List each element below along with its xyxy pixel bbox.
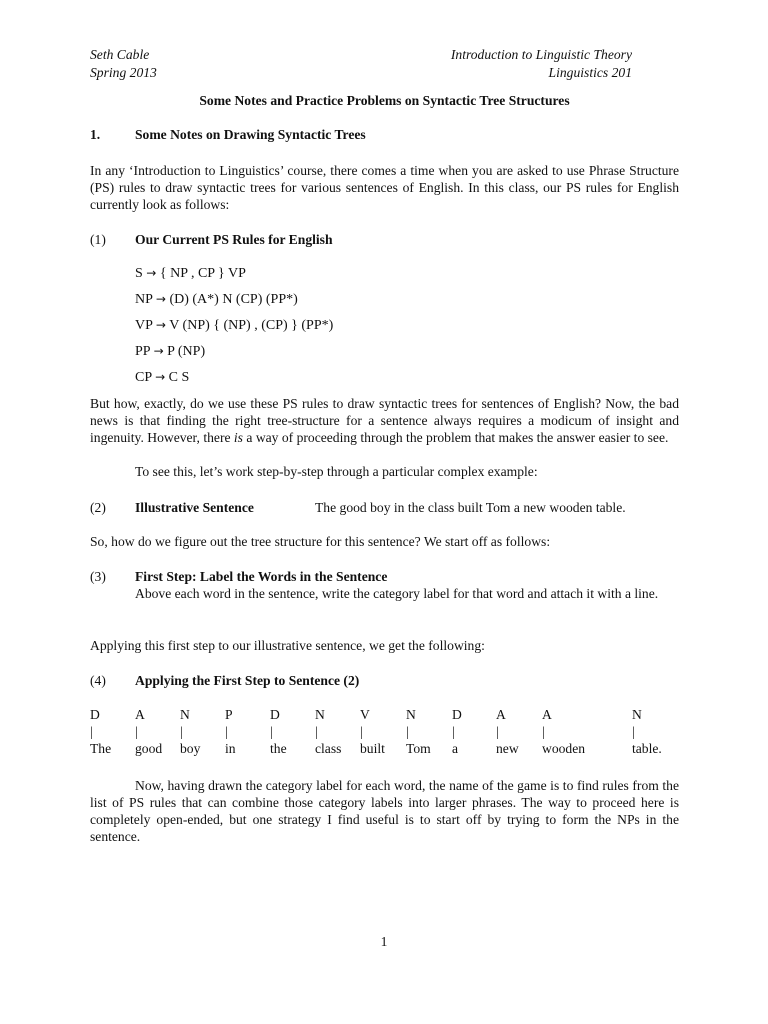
ex3-body: Above each word in the sentence, write the category label for that word and attach it with a line. — [135, 586, 659, 601]
section-number: 1. — [90, 127, 101, 142]
labeled-word — [225, 706, 236, 757]
paragraph-applying: Applying this first step to our illustrative sentence, we get the following: — [90, 638, 485, 653]
page-title: Some Notes and Practice Problems on Syntactic Tree Structures — [199, 93, 570, 108]
word: Tom — [406, 741, 431, 756]
right-arrow-icon: → — [155, 370, 166, 384]
rule-lhs: CP — [135, 370, 152, 385]
attach-line: | — [632, 724, 635, 739]
intro-paragraph: In any ‘Introduction to Linguistics’ course, there comes a time when you are asked to use Phrase Structure (PS) rules to draw syntactic trees for various sentences of English. In this class, our PS rules for English currently look as follows: — [90, 163, 679, 212]
paragraph-figure-out: So, how do we figure out the tree structure for this sentence? We start off as follows: — [90, 534, 551, 549]
right-arrow-icon: → — [146, 266, 157, 280]
attach-line: | — [406, 724, 409, 739]
category-label: N — [406, 707, 416, 722]
attach-line: | — [315, 724, 318, 739]
ex2-heading: Illustrative Sentence — [135, 500, 254, 515]
rule-rhs: (D) (A*) N (CP) (PP*) — [169, 292, 298, 307]
rule-rhs: V (NP) { (NP) , (CP) } (PP*) — [169, 318, 334, 333]
attach-line: | — [496, 724, 499, 739]
paragraph-text: a way of proceeding through the problem that makes the answer easier to see. — [242, 430, 669, 445]
ex4-heading: Applying the First Step to Sentence (2) — [135, 673, 360, 688]
word: The — [90, 741, 112, 756]
category-label: N — [632, 707, 642, 722]
page-number: 1 — [380, 934, 388, 949]
rule-lhs: PP — [135, 344, 151, 359]
right-arrow-icon: → — [155, 318, 166, 332]
labeled-word — [542, 706, 585, 757]
header-term: Spring 2013 — [90, 65, 157, 80]
labeled-word — [90, 706, 111, 757]
attach-line: | — [542, 724, 545, 739]
word: good — [135, 741, 163, 756]
ex3-number: (3) — [90, 569, 106, 584]
right-arrow-icon: → — [153, 344, 164, 358]
category-label: N — [180, 707, 190, 722]
labeled-word — [406, 706, 431, 757]
ex1-number: (1) — [90, 232, 106, 247]
header-course-title: Introduction to Linguistic Theory — [450, 47, 632, 62]
header-author: Seth Cable — [90, 47, 150, 62]
labeled-word — [315, 706, 341, 757]
labeled-word — [632, 706, 662, 757]
ex2-number: (2) — [90, 500, 106, 515]
paragraph-step-by-step: To see this, let’s work step-by-step through a particular complex example: — [135, 464, 538, 479]
attach-line: | — [270, 724, 273, 739]
word: built — [360, 741, 385, 756]
category-label: D — [270, 707, 280, 722]
word: new — [496, 741, 519, 756]
category-label: A — [496, 707, 506, 722]
ex3-heading: First Step: Label the Words in the Sentence — [135, 569, 388, 584]
category-label: D — [452, 707, 462, 722]
ps-rule — [135, 343, 205, 360]
right-arrow-icon: → — [155, 292, 166, 306]
word: wooden — [542, 741, 586, 756]
rule-lhs: S — [135, 266, 143, 281]
rule-rhs: P (NP) — [167, 344, 206, 359]
category-label: A — [135, 707, 145, 722]
attach-line: | — [90, 724, 93, 739]
attach-line: | — [225, 724, 228, 739]
ex4-number: (4) — [90, 673, 106, 688]
word: table. — [632, 741, 662, 756]
labeled-word — [180, 706, 200, 757]
labeled-word — [270, 706, 287, 757]
ps-rule — [135, 369, 189, 386]
emphasis-is: is — [233, 430, 243, 445]
labeled-word — [360, 706, 385, 757]
word: boy — [180, 741, 201, 756]
header-course-number: Linguistics 201 — [548, 65, 632, 80]
labeled-word — [135, 706, 162, 757]
category-label: P — [225, 707, 233, 722]
attach-line: | — [180, 724, 183, 739]
word: the — [270, 741, 287, 756]
rule-rhs: C S — [168, 370, 190, 385]
rule-lhs: VP — [135, 318, 153, 333]
ex1-heading: Our Current PS Rules for English — [135, 232, 333, 247]
word: in — [225, 741, 236, 756]
word: class — [315, 741, 342, 756]
attach-line: | — [452, 724, 455, 739]
paragraph-how — [90, 395, 679, 446]
labeled-word — [452, 706, 462, 757]
word: a — [452, 741, 459, 756]
attach-line: | — [360, 724, 363, 739]
section-heading: Some Notes on Drawing Syntactic Trees — [135, 127, 366, 142]
labeled-word — [496, 706, 519, 757]
category-label: D — [90, 707, 100, 722]
category-label: V — [360, 707, 370, 722]
category-label: A — [542, 707, 552, 722]
ps-rule — [135, 317, 333, 334]
paragraph-name-of-game: Now, having drawn the category label for each word, the name of the game is to find rules from the list of PS rules that can combine those category labels into larger phrases. The way to proceed here is completely open-ended, but one strategy I find useful is to start off by trying to form the NPs in the sentence. — [90, 778, 679, 844]
paragraph-text: But how, exactly, do we use these PS rules to draw syntactic trees for sentences of English? Now, the bad news is that finding the right tree-structure for a sentence always requires a modicum of insight and ingenuity. However, there — [90, 396, 679, 445]
ps-rule — [135, 291, 298, 308]
ps-rule — [135, 265, 246, 282]
attach-line: | — [135, 724, 138, 739]
rule-lhs: NP — [135, 292, 153, 307]
category-label: N — [315, 707, 325, 722]
illustrative-sentence: The good boy in the class built Tom a new wooden table. — [315, 500, 626, 515]
rule-rhs: { NP , CP } VP — [159, 266, 246, 281]
